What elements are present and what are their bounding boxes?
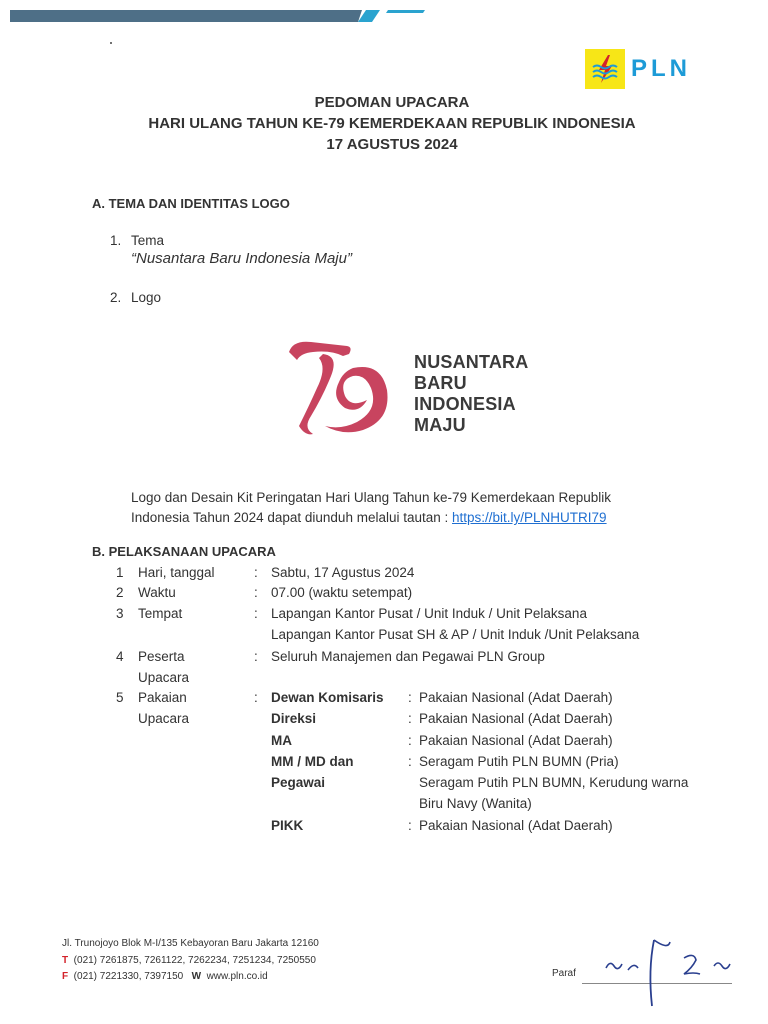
logo-note-line-1: Logo dan Desain Kit Peringatan Hari Ulang Tahun ke-79 Kemerdekaan Republik <box>131 490 612 505</box>
speck <box>110 42 112 44</box>
row-3-label: Tempat <box>138 606 183 621</box>
fax-value: (021) 7221330, 7397150 <box>73 971 184 982</box>
paraf-label: Paraf <box>552 968 576 979</box>
attire-value-2: Pakaian Nasional (Adat Daerah) <box>419 711 613 726</box>
phone-label: T <box>62 955 69 966</box>
row-5-number: 5 <box>116 690 124 705</box>
hut-ri-79-logo-mark <box>283 336 395 444</box>
header-stripe <box>10 10 425 22</box>
row-1-value: Sabtu, 17 Agustus 2024 <box>271 565 415 580</box>
row-5-label-2: Upacara <box>138 711 190 726</box>
phone-value: (021) 7261875, 7261122, 7262234, 7251234, 7250550 <box>73 955 316 966</box>
row-3-value-2: Lapangan Kantor Pusat SH & AP / Unit Induk /Unit Pelaksana <box>271 627 640 642</box>
row-4-value: Seluruh Manajemen dan Pegawai PLN Group <box>271 649 545 664</box>
logo-wordmark <box>414 352 528 436</box>
attire-role-2: Direksi <box>271 711 317 726</box>
row-5-label: Pakaian <box>138 690 187 705</box>
item-2-label: Logo <box>131 290 162 305</box>
row-2-label: Waktu <box>138 585 176 600</box>
row-2-colon: : <box>254 585 258 600</box>
row-4-number: 4 <box>116 649 124 664</box>
row-1-colon: : <box>254 565 258 580</box>
row-1-number: 1 <box>116 565 124 580</box>
web-label: W <box>191 971 202 982</box>
download-link[interactable]: https://bit.ly/PLNHUTRI79 <box>452 510 607 525</box>
attire-role-1: Dewan Komisaris <box>271 690 384 705</box>
theme-text: “Nusantara Baru Indonesia Maju” <box>131 250 352 267</box>
row-4-colon: : <box>254 649 258 664</box>
attire-role-5: Pegawai <box>271 775 326 790</box>
footer-phone <box>62 955 316 966</box>
attire-value-3: Pakaian Nasional (Adat Daerah) <box>419 733 613 748</box>
item-1-number: 1. <box>110 233 122 248</box>
logo-word-3: INDONESIA <box>414 394 516 414</box>
attire-role-4: MM / MD dan <box>271 754 354 769</box>
pln-logo-text: PLN <box>631 55 691 82</box>
pln-logo <box>585 48 691 90</box>
footer-fax-web <box>62 971 268 982</box>
row-2-number: 2 <box>116 585 124 600</box>
row-3-value: Lapangan Kantor Pusat / Unit Induk / Unit Pelaksana <box>271 606 587 621</box>
row-4-label-2: Upacara <box>138 670 190 685</box>
attire-colon-1: : <box>408 690 412 705</box>
attire-value-1: Pakaian Nasional (Adat Daerah) <box>419 690 613 705</box>
row-1-label: Hari, tanggal <box>138 565 215 580</box>
row-3-colon: : <box>254 606 258 621</box>
lightning-icon <box>585 49 625 89</box>
web-value: www.pln.co.id <box>206 971 268 982</box>
row-2-value: 07.00 (waktu setempat) <box>271 585 413 600</box>
logo-word-2: BARU <box>414 373 467 393</box>
row-4-label: Peserta <box>138 649 185 664</box>
section-a-heading: A. TEMA DAN IDENTITAS LOGO <box>92 196 290 211</box>
logo-word-4: MAJU <box>414 415 466 435</box>
section-b-heading: B. PELAKSANAAN UPACARA <box>92 544 276 559</box>
title-line-3: 17 AGUSTUS 2024 <box>326 136 458 153</box>
title-line-2: HARI ULANG TAHUN KE-79 KEMERDEKAAN REPUBLIK INDONESIA <box>148 115 636 132</box>
attire-value-5: Seragam Putih PLN BUMN, Kerudung warna <box>419 775 689 790</box>
attire-colon-3: : <box>408 733 412 748</box>
logo-note-line-2 <box>131 510 607 525</box>
attire-colon-6: : <box>408 818 412 833</box>
document-title <box>0 92 768 155</box>
row-3-number: 3 <box>116 606 124 621</box>
fax-label: F <box>62 971 69 982</box>
attire-colon-4: : <box>408 754 412 769</box>
attire-value-5-line-2: Biru Navy (Wanita) <box>419 796 532 811</box>
logo-note-text: Indonesia Tahun 2024 dapat diunduh melalui tautan : <box>131 510 453 525</box>
attire-value-6: Pakaian Nasional (Adat Daerah) <box>419 818 613 833</box>
attire-value-4: Seragam Putih PLN BUMN (Pria) <box>419 754 619 769</box>
attire-role-3: MA <box>271 733 292 748</box>
logo-word-1: NUSANTARA <box>414 352 529 372</box>
item-1-label: Tema <box>131 233 165 248</box>
title-line-1: PEDOMAN UPACARA <box>314 94 470 111</box>
handwritten-initials <box>598 930 748 1010</box>
row-5-colon: : <box>254 690 258 705</box>
item-2-number: 2. <box>110 290 122 305</box>
attire-role-6: PIKK <box>271 818 304 833</box>
attire-colon-2: : <box>408 711 412 726</box>
footer-address: Jl. Trunojoyo Blok M-I/135 Kebayoran Baru Jakarta 12160 <box>62 938 319 949</box>
